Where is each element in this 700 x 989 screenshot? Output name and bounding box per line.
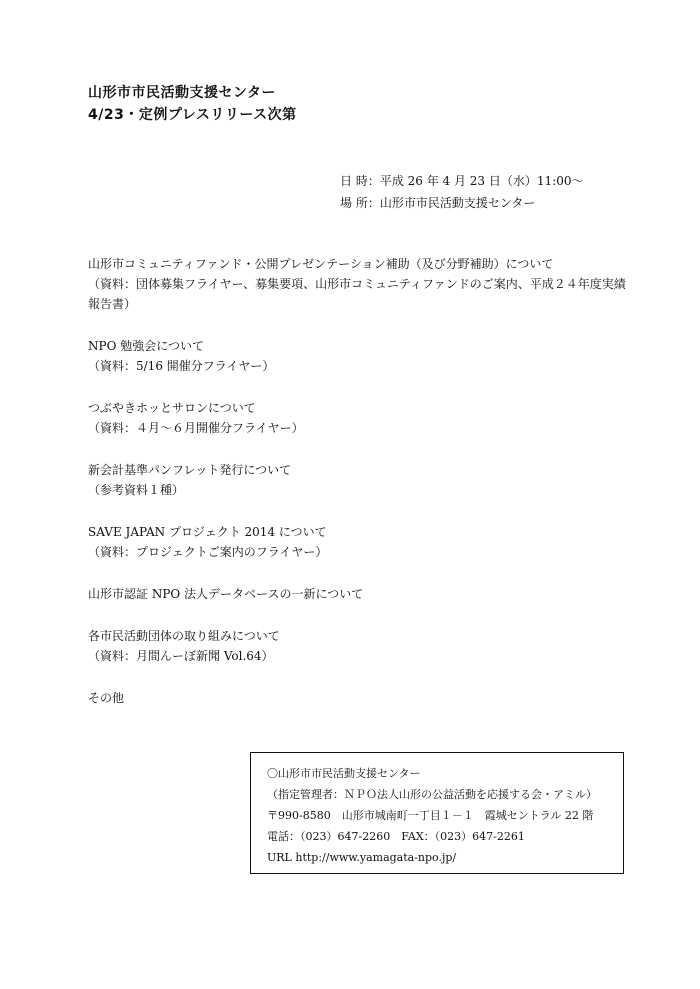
contact-url: URL http://www.yamagata-npo.jp/ bbox=[267, 851, 457, 864]
agenda-item-materials: （資料：月間んーぼ新聞 Vol.64） bbox=[88, 649, 274, 663]
meeting-datetime: 日 時：平成 26 年 4 月 23 日（水）11:00～ bbox=[340, 174, 584, 188]
agenda-item bbox=[88, 336, 628, 376]
agenda-item-heading: その他 bbox=[88, 691, 125, 705]
agenda-item-materials: （資料：プロジェクトご案内のフライヤー） bbox=[88, 545, 328, 559]
contact-phone-fax: 電話：（023）647-2260 FAX：（023）647-2261 bbox=[267, 830, 525, 843]
agenda-item-materials: （参考資料１種） bbox=[88, 483, 185, 497]
agenda-item bbox=[88, 398, 628, 438]
agenda-item bbox=[88, 460, 628, 500]
agenda-item-materials: （資料：団体募集フライヤー、募集要項、山形市コミュニティファンドのご案内、平成２４年度実績報告書） bbox=[88, 277, 626, 311]
agenda-item bbox=[88, 584, 628, 604]
contact-box bbox=[250, 752, 624, 874]
agenda-item bbox=[88, 688, 628, 708]
title-organization: 山形市市民活動支援センター bbox=[88, 85, 276, 101]
agenda-item-materials: （資料：４月～６月開催分フライヤー） bbox=[88, 421, 304, 435]
agenda-item-heading: 各市民活動団体の取り組みについて bbox=[88, 629, 280, 643]
agenda-item-materials: （資料：5/16 開催分フライヤー） bbox=[88, 359, 275, 373]
title-subject: 4/23・定例プレスリリース次第 bbox=[88, 107, 297, 123]
agenda-item-heading: NPO 勉強会について bbox=[88, 339, 204, 353]
agenda-item bbox=[88, 626, 628, 666]
meeting-meta bbox=[340, 170, 583, 214]
agenda-item-heading: 山形市認証 NPO 法人データベースの一新について bbox=[88, 587, 364, 601]
contact-address: 〒990-8580 山形市城南町一丁目１－１ 霞城セントラル 22 階 bbox=[267, 809, 594, 822]
agenda-item-heading: SAVE JAPAN プロジェクト 2014 について bbox=[88, 525, 327, 539]
contact-manager: （指定管理者：ＮＰＯ法人山形の公益活動を応援する会・アミル） bbox=[267, 788, 597, 801]
agenda-item-heading: 新会計基準パンフレット発行について bbox=[88, 463, 292, 477]
contact-organization: 〇山形市市民活動支援センター bbox=[267, 767, 421, 780]
document-title bbox=[88, 82, 297, 126]
agenda-item-heading: 山形市コミュニティファンド・公開プレゼンテーション補助（及び分野補助）について bbox=[88, 257, 554, 271]
agenda-item bbox=[88, 522, 628, 562]
agenda-item bbox=[88, 254, 628, 314]
agenda-item-heading: つぶやきホッとサロンについて bbox=[88, 401, 256, 415]
meeting-place: 場 所：山形市市民活動支援センター bbox=[340, 196, 536, 210]
agenda-list bbox=[88, 254, 628, 730]
